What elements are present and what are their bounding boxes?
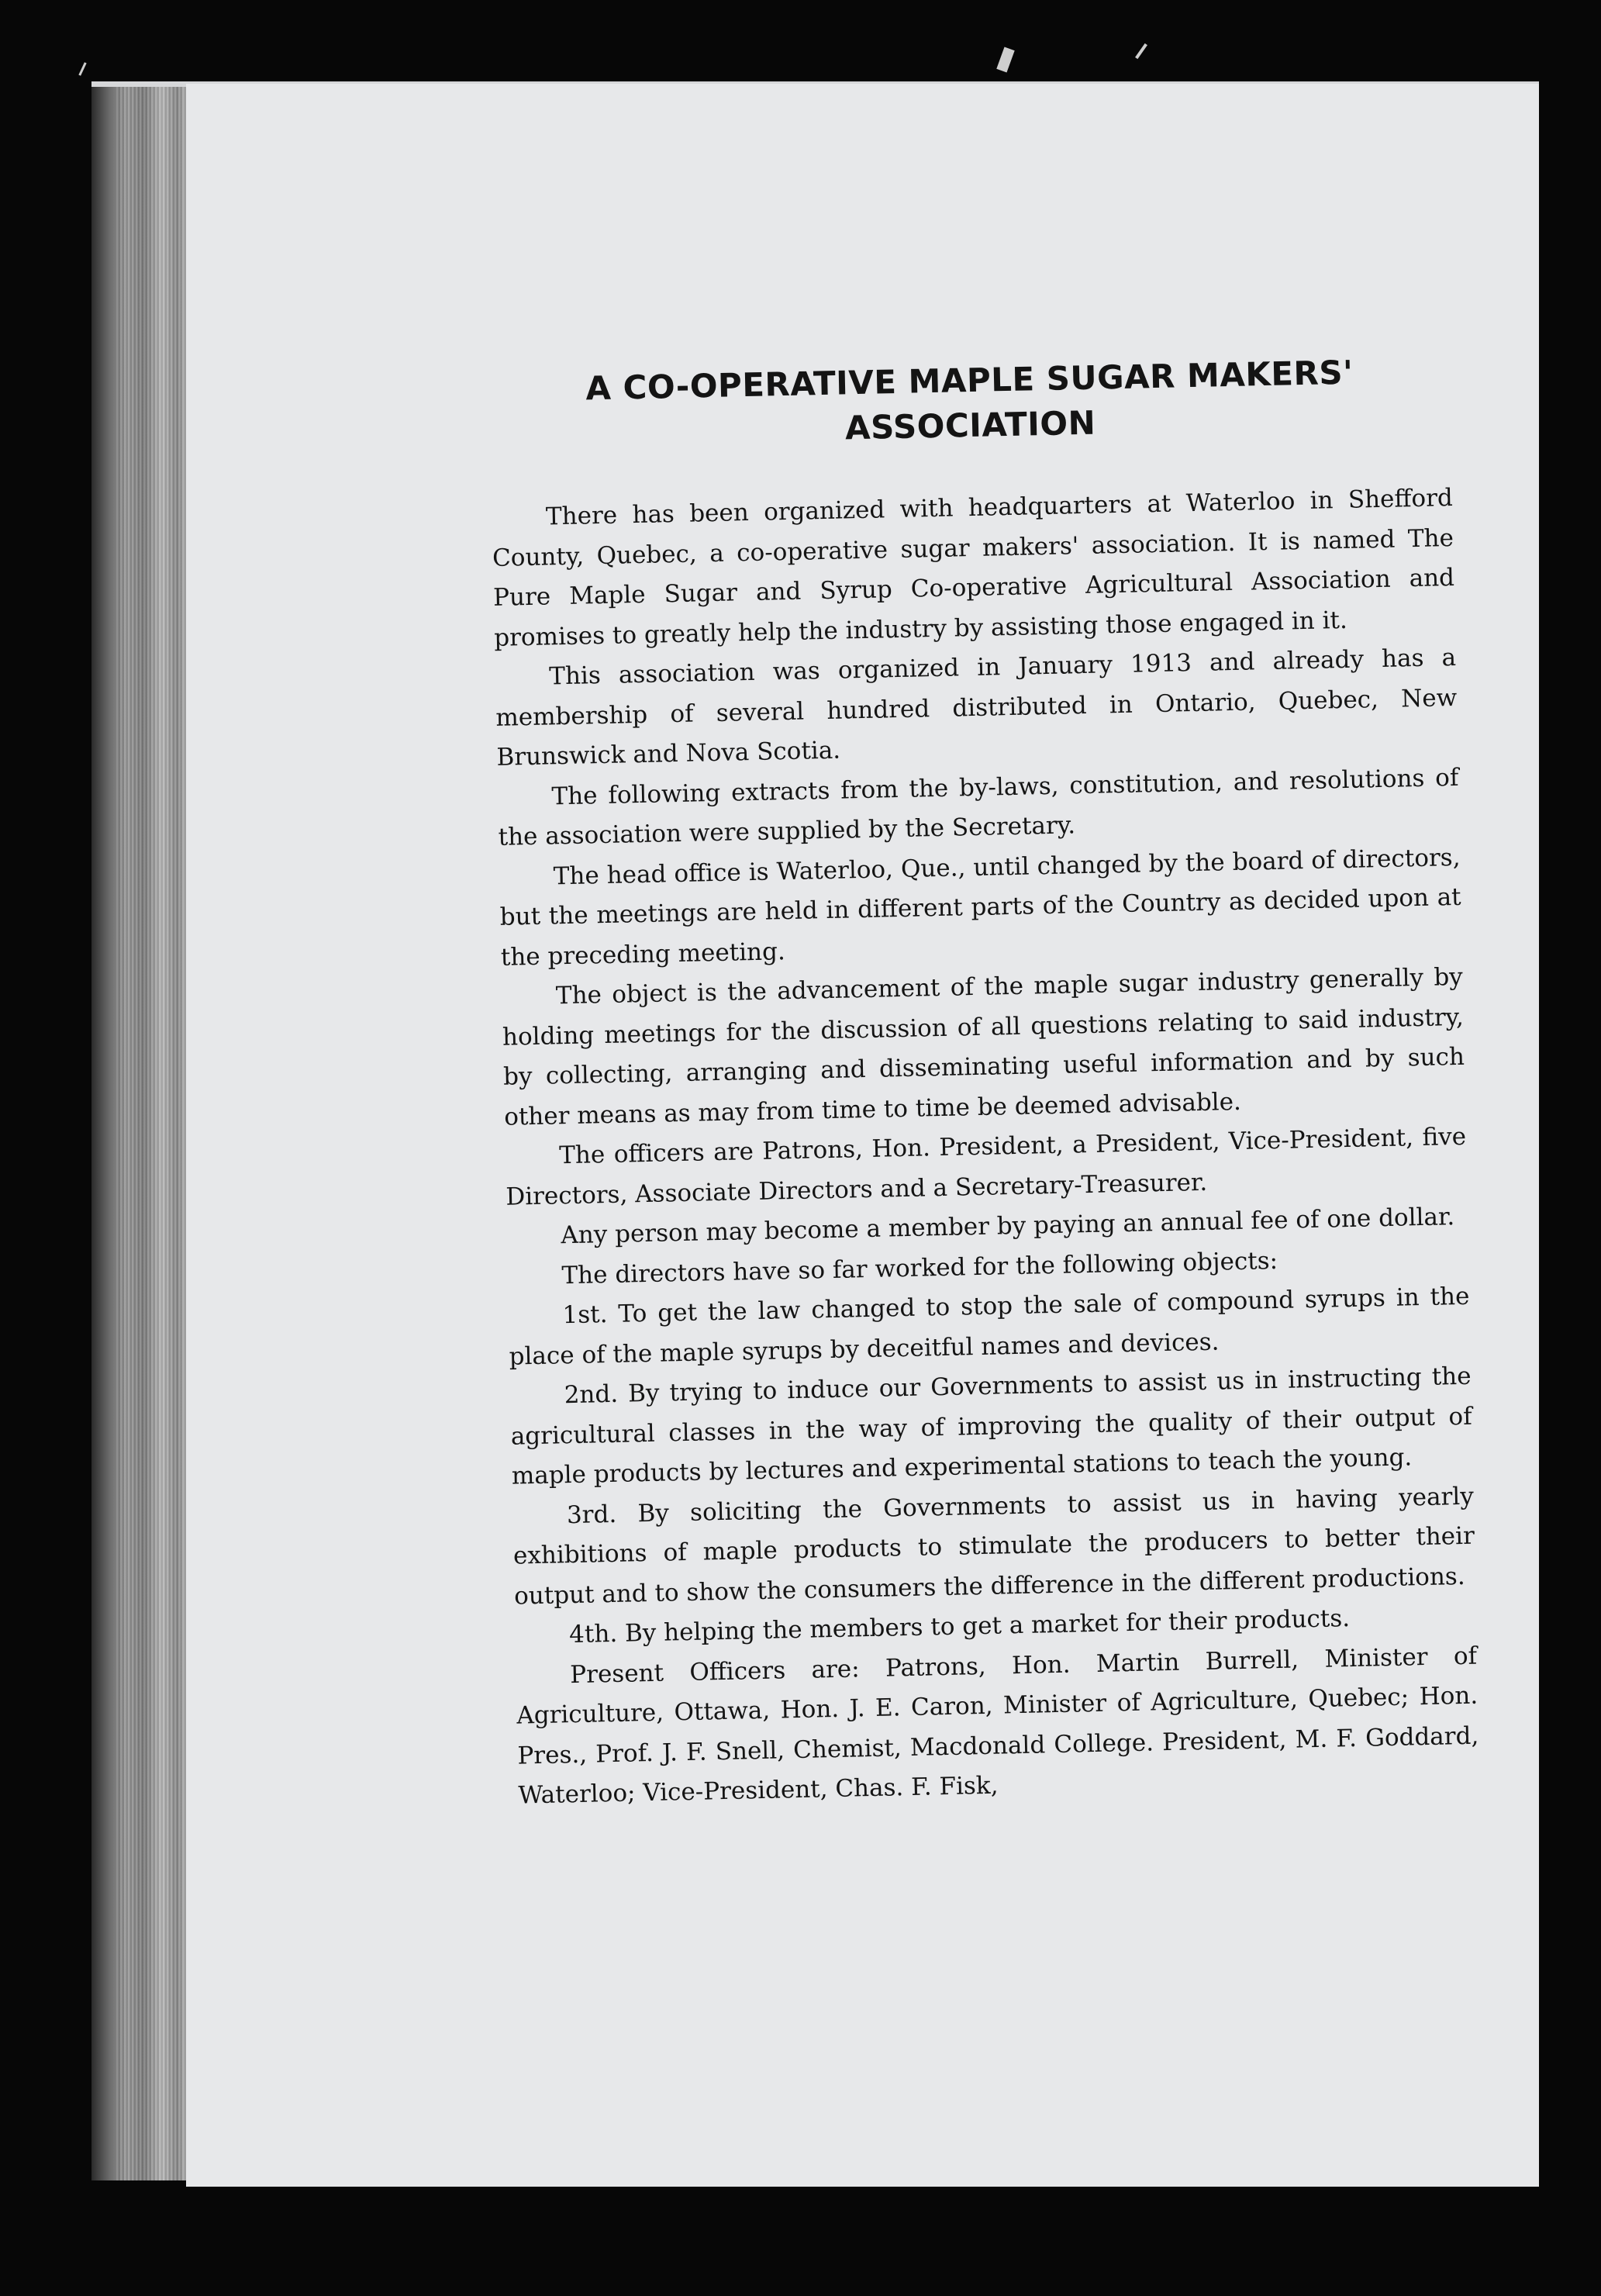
paragraph: This association was organized in January 1913 and already has a membership of several hundred distributed in Ontario, Quebec, New Brunswick and Nova Scotia. — [495, 643, 1458, 772]
paragraph: There has been organized with headquarters at Waterloo in Shefford County, Quebec, a co-operative sugar makers' association. It is named The Pure Maple Sugar and Syrup Co-operative Agricultural Association and promises to greatly help the industry by assisting those engaged in it. — [492, 483, 1455, 652]
book-page-edge-texture — [116, 87, 190, 2180]
paragraph: The object is the advancement of the maple sugar industry generally by holding meetings for the discussion of all questions relating to said industry, by collecting, arranging and disseminating useful information and by such other means as may from time to time be deemed advisable. — [502, 962, 1465, 1131]
paragraph: 4th. By helping the members to get a market for their products. — [568, 1604, 1351, 1649]
paragraph: Any person may become a member by paying an annual fee of one dollar. — [561, 1203, 1455, 1250]
paragraph: 1st. To get the law changed to stop the sale of compound syrups in the place of the maple syrups by deceitful names and devices. — [509, 1282, 1470, 1371]
paragraph: 2nd. By trying to induce our Governments to assist us in instructing the agricultural classes in the way of improving the quality of their output of maple products by lectures and experimental stations to teach the young. — [510, 1362, 1472, 1490]
paragraph: 3rd. By soliciting the Governments to assist us in having yearly exhibitions of maple products to stimulate the producers to better their output and to show the consumers the difference in the different productions. — [512, 1482, 1475, 1611]
paragraph: The head office is Waterloo, Que., until changed by the board of directors, but the meetings are held in different parts of the Country as decided upon at the preceding meeting. — [499, 843, 1461, 972]
paragraph: The following extracts from the by-laws, constitution, and resolutions of the association were supplied by the Secretary. — [498, 763, 1459, 851]
article-body — [492, 478, 1480, 1816]
title-line-1: A CO-OPERATIVE MAPLE SUGAR MAKERS' — [585, 353, 1354, 408]
title-line-2: ASSOCIATION — [844, 403, 1096, 447]
article-title — [488, 348, 1451, 458]
article — [488, 348, 1480, 1816]
paragraph: The officers are Patrons, Hon. President, a President, Vice-President, five Directors, Associate Directors and a Secretary-Treasurer. — [505, 1122, 1467, 1211]
paragraph: The directors have so far worked for the following objects: — [561, 1246, 1278, 1290]
paragraph: Present Officers are: Patrons, Hon. Martin Burrell, Minister of Agriculture, Ottawa, Hon. J. E. Caron, Minister of Agriculture, Quebec; Hon. Pres., Prof. J. F. Snell, Chemist, Macdonald College. President, M. F. Goddard, Waterloo; Vice-President, Chas. F. Fisk, — [516, 1642, 1479, 1810]
